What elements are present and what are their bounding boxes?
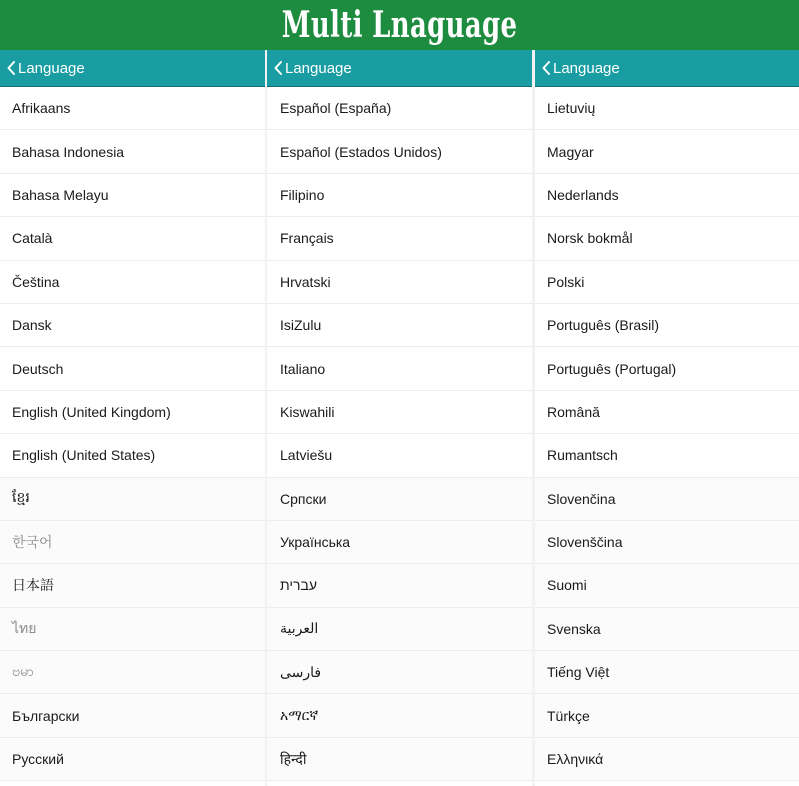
language-item[interactable]: ဗမာ [0, 651, 265, 694]
language-item[interactable]: עברית [267, 564, 532, 607]
language-item[interactable]: فارسی [267, 651, 532, 694]
language-item[interactable]: Български [0, 694, 265, 737]
language-list [267, 87, 532, 781]
language-panel-1 [0, 50, 265, 786]
language-item[interactable]: Afrikaans [0, 87, 265, 130]
language-item[interactable]: 한국어 [0, 521, 265, 564]
language-item[interactable]: Suomi [535, 564, 799, 607]
language-item[interactable]: Tiếng Việt [535, 651, 799, 694]
language-item[interactable]: Português (Brasil) [535, 304, 799, 347]
language-item[interactable]: Hrvatski [267, 261, 532, 304]
language-item[interactable]: Svenska [535, 608, 799, 651]
language-item[interactable]: ខ្មែរ [0, 478, 265, 521]
back-button[interactable] [0, 50, 265, 87]
language-item[interactable]: Српски [267, 478, 532, 521]
language-item[interactable]: Filipino [267, 174, 532, 217]
language-list [535, 87, 799, 781]
language-panel-2 [267, 50, 532, 786]
language-item[interactable]: 日本語 [0, 564, 265, 607]
language-item[interactable]: Kiswahili [267, 391, 532, 434]
language-item[interactable]: Rumantsch [535, 434, 799, 477]
language-item[interactable]: ไทย [0, 608, 265, 651]
language-item[interactable]: Bahasa Melayu [0, 174, 265, 217]
language-item[interactable]: Norsk bokmål [535, 217, 799, 260]
language-item[interactable]: Lietuvių [535, 87, 799, 130]
language-item[interactable]: Español (Estados Unidos) [267, 130, 532, 173]
language-item[interactable]: Français [267, 217, 532, 260]
chevron-left-icon [273, 60, 284, 76]
back-button[interactable] [535, 50, 799, 87]
language-item[interactable]: IsiZulu [267, 304, 532, 347]
language-item[interactable]: Українська [267, 521, 532, 564]
language-item[interactable]: العربية [267, 608, 532, 651]
language-item[interactable]: Română [535, 391, 799, 434]
banner-title: Multi Lnaguage [281, 4, 518, 46]
header-title: Language [553, 59, 620, 77]
language-item[interactable]: Español (España) [267, 87, 532, 130]
language-item[interactable]: English (United States) [0, 434, 265, 477]
language-item[interactable]: Türkçe [535, 694, 799, 737]
language-item[interactable]: Polski [535, 261, 799, 304]
language-item[interactable]: አማርኛ [267, 694, 532, 737]
language-item[interactable]: Čeština [0, 261, 265, 304]
language-item[interactable]: Slovenščina [535, 521, 799, 564]
language-item[interactable]: Català [0, 217, 265, 260]
language-list [0, 87, 265, 781]
language-item[interactable]: Ελληνικά [535, 738, 799, 781]
header-title: Language [18, 59, 85, 77]
language-item[interactable]: Nederlands [535, 174, 799, 217]
language-item[interactable]: हिन्दी [267, 738, 532, 781]
language-item[interactable]: Latviešu [267, 434, 532, 477]
language-item[interactable]: Bahasa Indonesia [0, 130, 265, 173]
language-item[interactable]: Русский [0, 738, 265, 781]
banner [0, 0, 799, 50]
language-item[interactable]: Dansk [0, 304, 265, 347]
language-item[interactable]: Slovenčina [535, 478, 799, 521]
chevron-left-icon [6, 60, 17, 76]
language-item[interactable]: Português (Portugal) [535, 347, 799, 390]
header-title: Language [285, 59, 352, 77]
language-item[interactable]: Magyar [535, 130, 799, 173]
back-button[interactable] [267, 50, 532, 87]
language-item[interactable]: Deutsch [0, 347, 265, 390]
language-panel-3 [535, 50, 799, 786]
language-item[interactable]: English (United Kingdom) [0, 391, 265, 434]
language-item[interactable]: Italiano [267, 347, 532, 390]
chevron-left-icon [541, 60, 552, 76]
